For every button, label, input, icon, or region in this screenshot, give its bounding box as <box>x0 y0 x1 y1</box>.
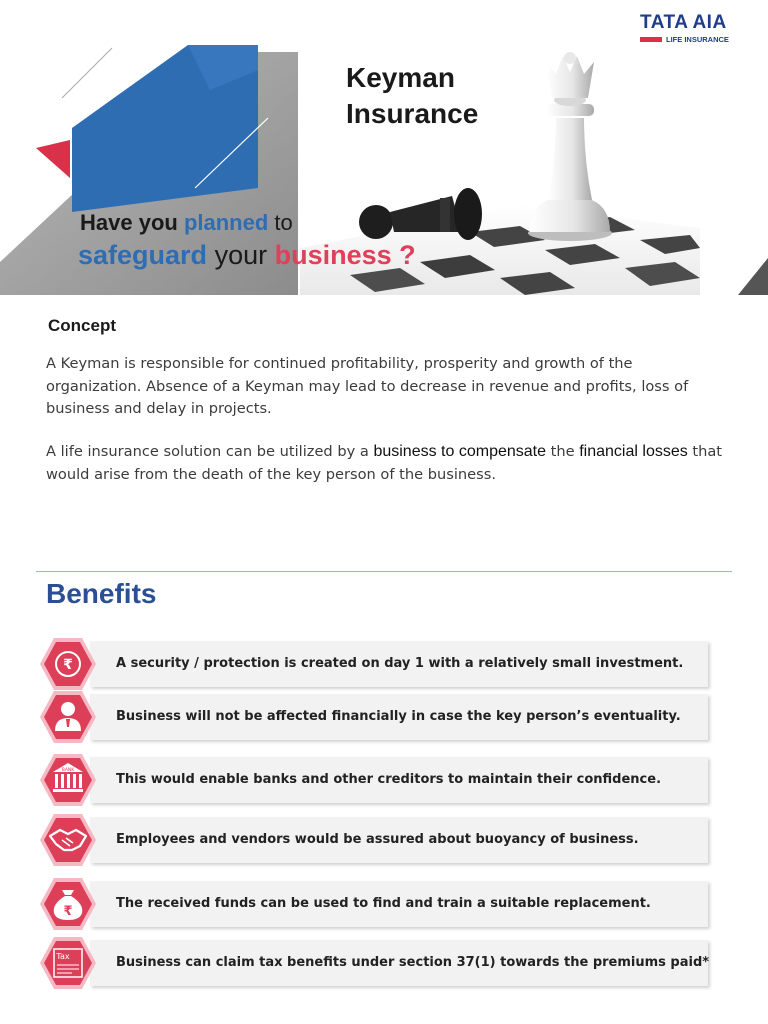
paragraph-text: the <box>550 443 575 460</box>
corner-grey-shape <box>738 258 768 295</box>
chess-queen <box>528 52 612 241</box>
paragraph-highlight: business to compensate <box>373 443 546 460</box>
tax-glyph: Tax <box>56 952 70 961</box>
benefit-text: This would enable banks and other creditors to maintain their confidence. <box>116 772 662 787</box>
paragraph-text: A life insurance solution can be utilized by a <box>46 443 369 460</box>
benefit-item <box>38 641 708 687</box>
rupee-icon <box>38 636 98 692</box>
hero-title-line2: Insurance <box>346 98 479 129</box>
money-bag-glyph: ₹ <box>63 904 73 919</box>
benefit-item <box>38 817 708 863</box>
bank-glyph: BANK <box>61 768 75 773</box>
tagline-line1 <box>80 210 293 236</box>
benefit-text: Business can claim tax benefits under section 37(1) towards the premiums paid* <box>116 955 710 970</box>
section-divider <box>36 571 732 572</box>
hero-title <box>346 60 526 132</box>
tagline-word-highlight: planned <box>183 210 269 235</box>
bank-icon <box>38 752 98 808</box>
benefit-item <box>38 881 708 927</box>
hero-banner <box>0 0 768 300</box>
paragraph-text: that would arise from the death of the key person of the business. <box>46 443 723 483</box>
concept-paragraph-1: A Keyman is responsible for continued profitability, prosperity and growth of the organization. Absence of a Keyman may lead to decrease in revenue and profits, loss of business and delay in projects. <box>46 355 689 417</box>
red-triangle-shape <box>36 140 70 178</box>
tagline-word-highlight: safeguard <box>78 240 208 270</box>
logo-brand-right: AIA <box>692 12 727 33</box>
handshake-icon <box>38 812 98 868</box>
benefit-item <box>38 694 708 740</box>
tagline-word: your <box>214 240 268 270</box>
tagline-line2 <box>78 240 416 271</box>
benefit-text: The received funds can be used to find and train a suitable replacement. <box>116 896 651 911</box>
benefit-text: A security / protection is created on day 1 with a relatively small investment. <box>116 656 684 671</box>
tagline-word: Have you <box>80 210 178 235</box>
hero-title-line1: Keyman <box>346 62 455 93</box>
benefit-text: Employees and vendors would be assured about buoyancy of business. <box>116 832 639 847</box>
benefit-item <box>38 757 708 803</box>
tax-icon <box>38 935 98 991</box>
money-bag-icon <box>38 876 98 932</box>
rupee-glyph: ₹ <box>63 657 73 673</box>
benefit-item <box>38 940 708 986</box>
benefit-text: Business will not be affected financially in case the key person’s eventuality. <box>116 709 681 724</box>
logo-brand-left: TATA <box>640 12 689 33</box>
tagline-word-highlight: business ? <box>274 240 416 270</box>
tagline-word: to <box>274 210 293 235</box>
concept-paragraph-2 <box>46 441 726 486</box>
paragraph-highlight: financial losses <box>579 443 688 460</box>
person-icon <box>38 689 98 745</box>
logo-subtitle: LIFE INSURANCE <box>666 35 729 44</box>
concept-heading: Concept <box>48 316 116 335</box>
benefits-heading: Benefits <box>46 578 157 609</box>
